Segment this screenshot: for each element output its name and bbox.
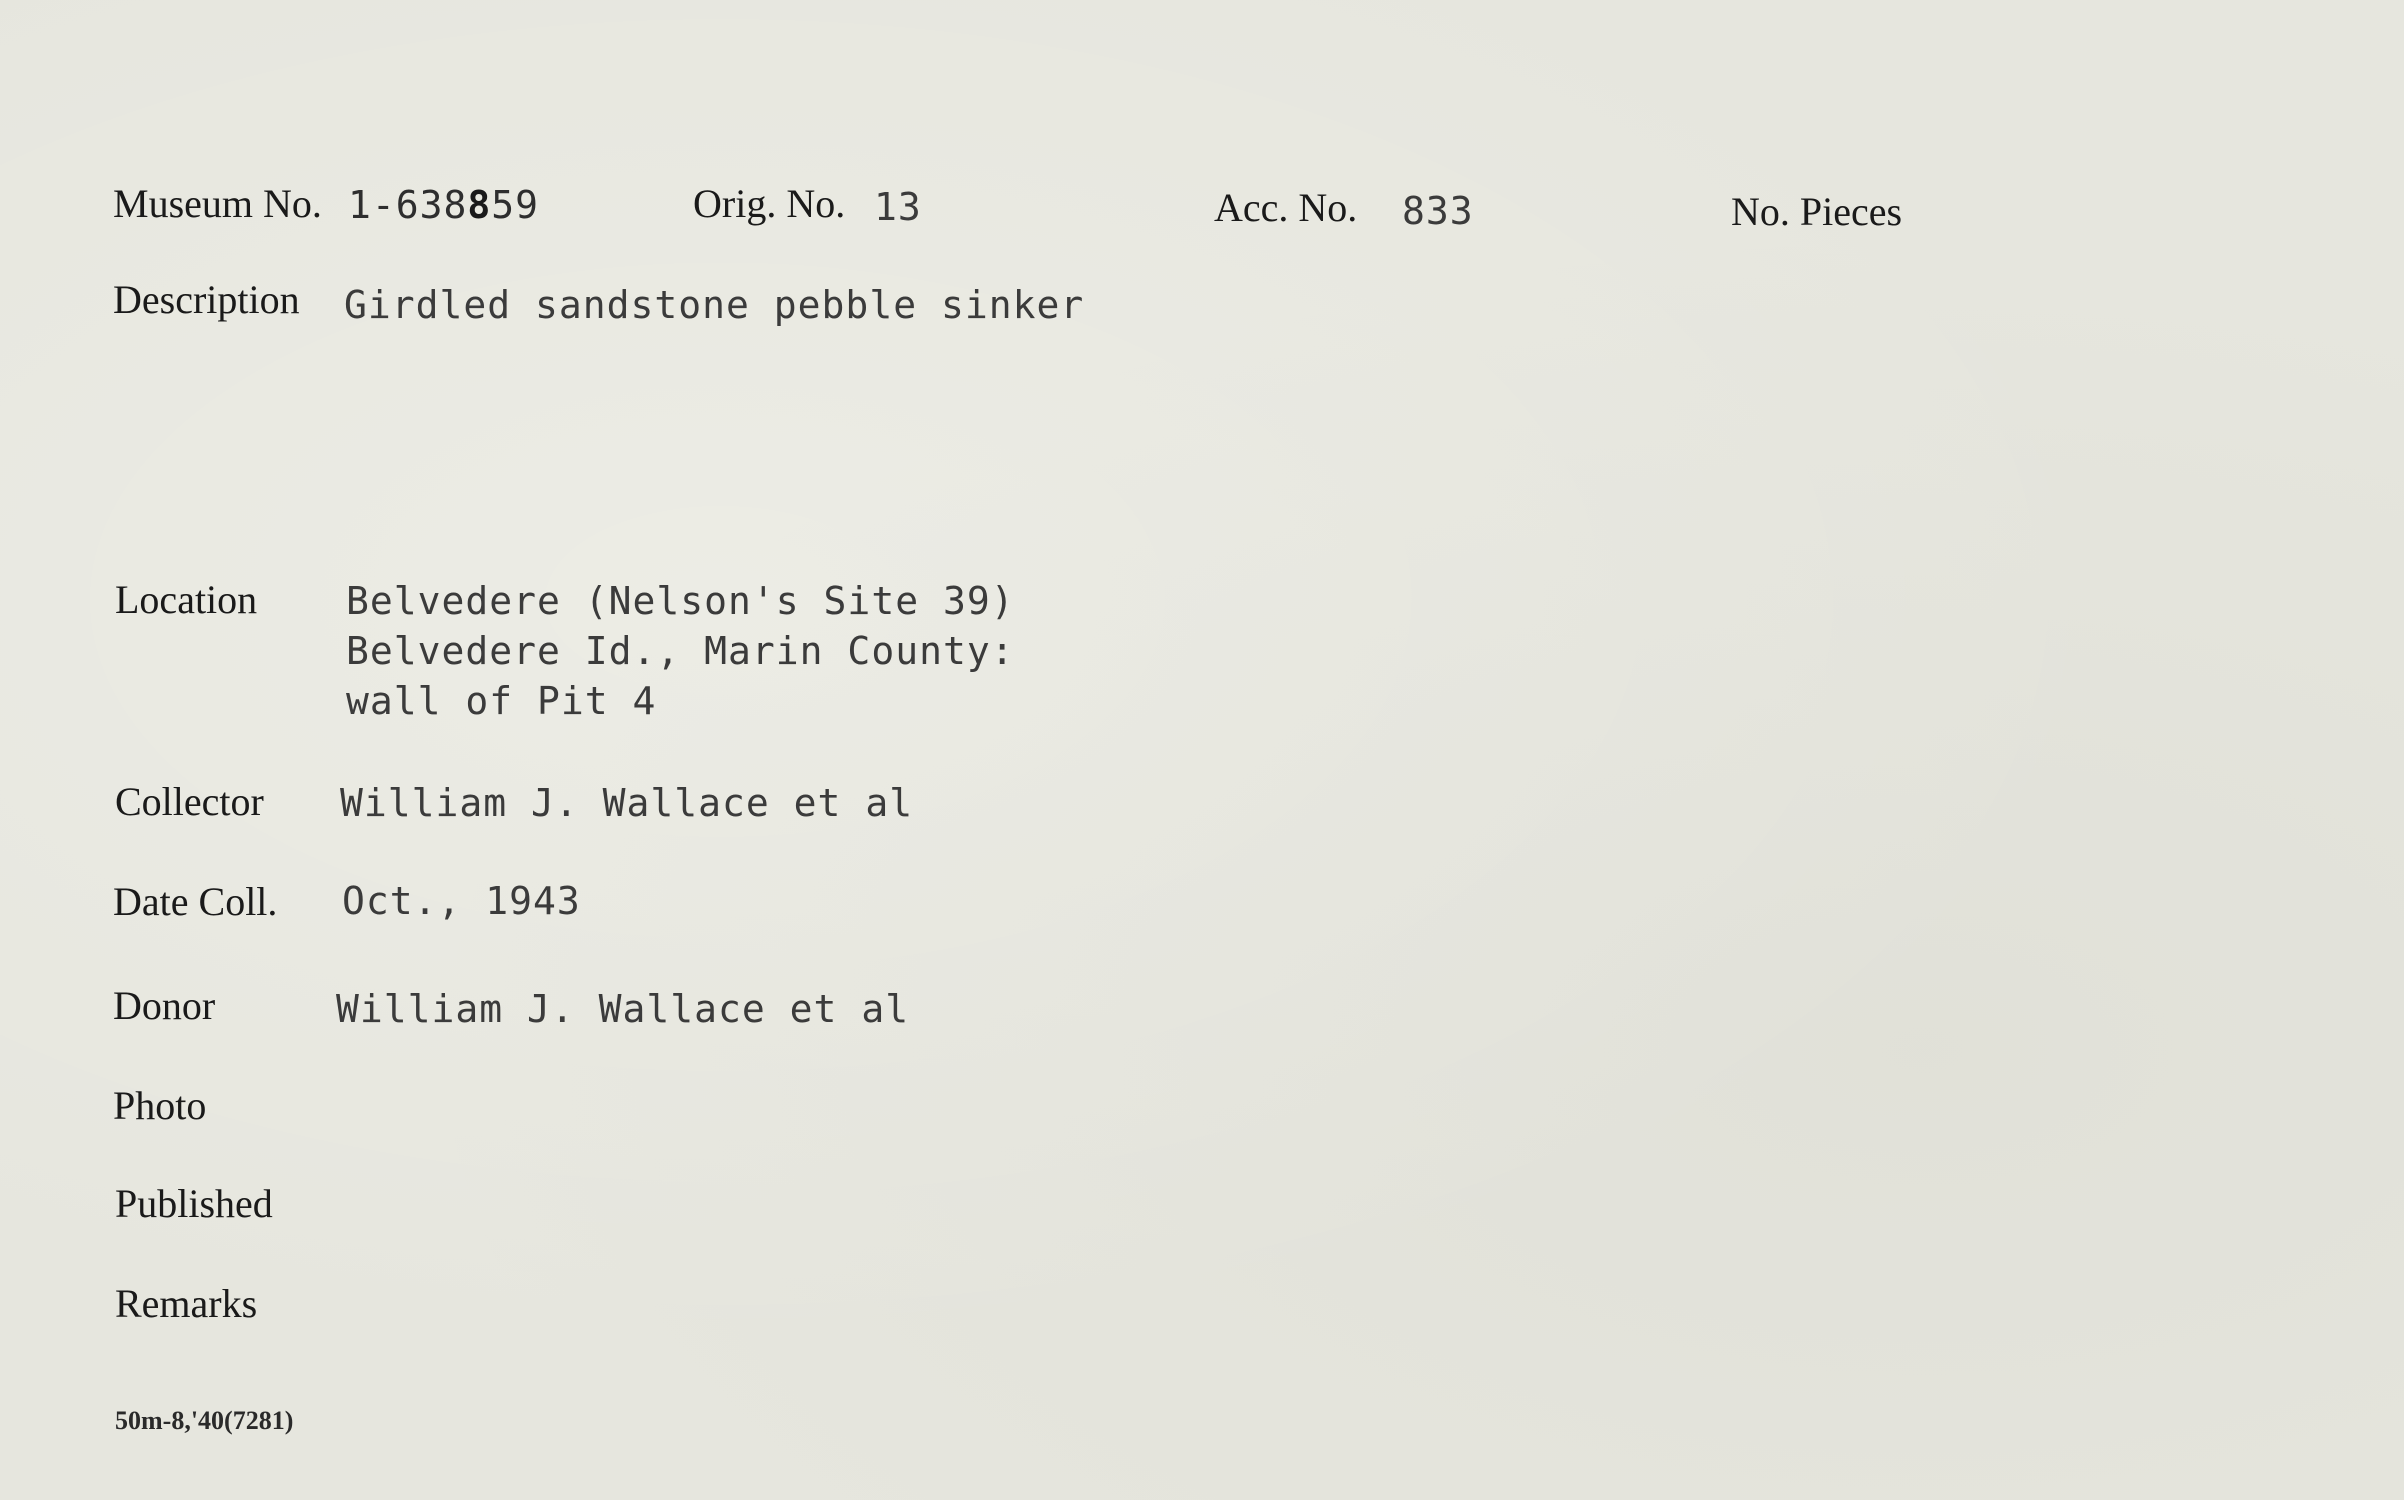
acc-no-label: Acc. No. (1214, 185, 1358, 230)
museum-no-label: Museum No. (113, 181, 322, 226)
print-code: 50m-8,'40(7281) (115, 1406, 294, 1435)
museum-no-prefix: 1-638 (348, 183, 468, 227)
museum-no-overstrike-digit: 8 (467, 183, 492, 227)
museum-no-suffix: 59 (491, 183, 540, 227)
museum-no-value (348, 183, 540, 227)
date-coll-label: Date Coll. (113, 879, 278, 924)
collector-label: Collector (115, 779, 264, 824)
donor-value: William J. Wallace et al (336, 987, 910, 1031)
remarks-label: Remarks (115, 1281, 258, 1326)
location-line: Belvedere Id., Marin County: (346, 629, 1015, 673)
collector-value: William J. Wallace et al (340, 781, 914, 825)
date-coll-value: Oct., 1943 (342, 879, 581, 923)
location-value (346, 576, 1015, 726)
museum-no-correction (467, 183, 492, 227)
published-label: Published (115, 1181, 273, 1226)
location-line: Belvedere (Nelson's Site 39) (346, 579, 1015, 623)
orig-no-value: 13 (874, 185, 922, 229)
location-label: Location (115, 577, 258, 622)
photo-label: Photo (113, 1083, 207, 1128)
location-line: wall of Pit 4 (346, 679, 657, 723)
acc-no-value: 833 (1402, 189, 1474, 233)
description-label: Description (113, 277, 300, 322)
description-value: Girdled sandstone pebble sinker (344, 283, 1085, 327)
orig-no-label: Orig. No. (693, 181, 846, 226)
donor-label: Donor (113, 983, 216, 1028)
no-pieces-label: No. Pieces (1731, 189, 1903, 234)
